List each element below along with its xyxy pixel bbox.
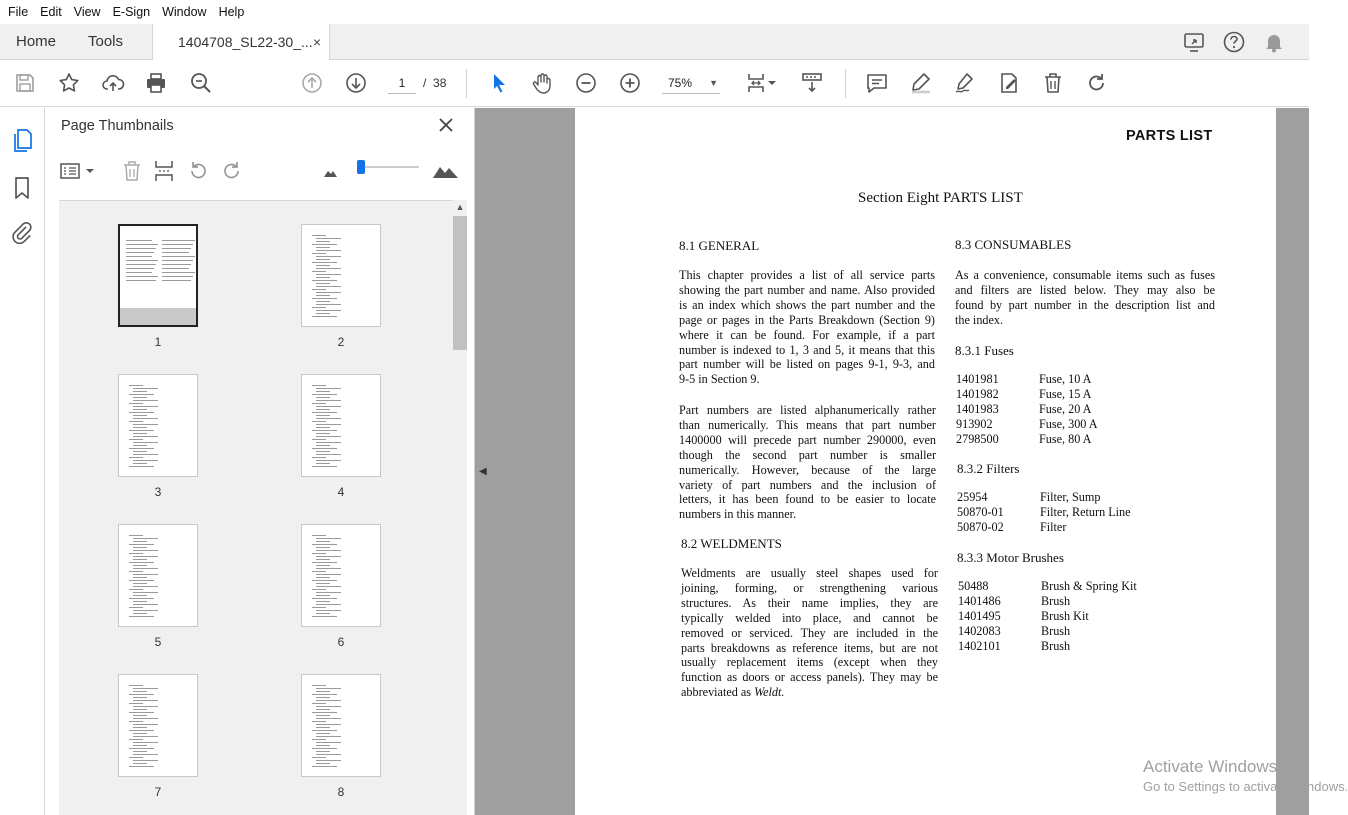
text-line: This chapter provides a list of all service parts — [679, 268, 935, 282]
chevron-down-icon: ▼ — [709, 78, 718, 88]
tab-bar — [0, 24, 1309, 60]
text-line: abbreviated as Weldt. — [681, 685, 785, 700]
section-title: Section Eight PARTS LIST — [858, 190, 1023, 206]
left-navigation-rail — [0, 108, 45, 815]
part-description: Filter, Return Line — [1040, 504, 1131, 519]
paragraph-weldments — [681, 566, 938, 700]
text-line: part number will be listed on pages 9-1, 9-3, and — [679, 357, 935, 372]
part-number: 50870-02 — [957, 519, 1004, 534]
fill-sign-icon[interactable] — [996, 70, 1022, 96]
page-thumbnail[interactable] — [118, 374, 198, 477]
thumbnails-list — [59, 200, 454, 815]
thumbnail-page-number: 3 — [154, 485, 162, 499]
search-zoom-icon[interactable] — [188, 70, 214, 96]
text-line: though the second part number is smaller — [679, 447, 936, 462]
text-line: and filters are listed below. They may also be — [955, 282, 1215, 297]
text-line: typically welded into place, and cannot be — [681, 610, 938, 625]
close-panel-icon[interactable] — [437, 116, 455, 134]
fit-dropdown-icon[interactable] — [766, 70, 778, 96]
text-line: where it can be found. For example, if a part — [679, 327, 935, 342]
thumbnail-size-slider-handle[interactable] — [357, 160, 365, 174]
part-description: Brush — [1041, 623, 1071, 638]
page-thumbnail[interactable] — [301, 224, 381, 327]
delete-page-icon[interactable] — [119, 158, 145, 184]
text-line: removed or serviced. They are included in the — [681, 625, 938, 640]
text-line: page or pages in the Parts Breakdown (Section 9) — [679, 312, 935, 327]
text-line: than numerically. This means that part number — [679, 417, 936, 432]
part-number: 1401982 — [956, 386, 999, 401]
part-number: 1401981 — [956, 372, 999, 386]
rotate-clockwise-icon[interactable] — [219, 158, 245, 184]
tab-document[interactable] — [152, 24, 330, 61]
comment-icon[interactable] — [864, 70, 890, 96]
part-description: Fuse, 10 A — [1039, 372, 1092, 386]
part-description: Fuse, 80 A — [1039, 431, 1092, 446]
part-description: Fuse, 20 A — [1039, 401, 1092, 416]
part-number: 1402101 — [958, 638, 1001, 653]
thumbnail-page-number: 5 — [154, 635, 162, 649]
document-tab-title: 1404708_SL22-30_... — [178, 34, 313, 50]
part-number: 1401486 — [958, 593, 1001, 608]
text-line: letters, it has been found to be easier to locate — [679, 492, 936, 507]
scrollbar-thumb[interactable] — [453, 216, 467, 350]
menu-help[interactable]: Help — [218, 5, 245, 19]
draw-sign-icon[interactable] — [952, 70, 978, 96]
text-line: number is indexed to 1, 3 and 5, it means that this — [679, 342, 935, 357]
part-description: Fuse, 15 A — [1039, 386, 1092, 401]
thumbnail-page-number: 7 — [154, 785, 162, 799]
part-number: 1401495 — [958, 608, 1001, 623]
text-line: joining, forming, or strengthening various — [681, 580, 938, 595]
print-icon[interactable] — [143, 70, 169, 96]
upload-cloud-icon[interactable] — [100, 70, 126, 96]
paragraph-general-2 — [679, 403, 936, 522]
menu-window[interactable]: Window — [162, 5, 207, 19]
part-description: Filter — [1040, 519, 1067, 534]
text-line: function as doors or access panels). They may be — [681, 670, 938, 685]
part-number: 913902 — [956, 416, 993, 431]
thumbnail-options-icon[interactable] — [59, 158, 97, 184]
page-thumbnails-panel — [45, 108, 475, 815]
page-thumbnail[interactable] — [301, 524, 381, 627]
part-description: Brush — [1041, 593, 1071, 608]
part-number: 50488 — [958, 579, 989, 593]
paragraph-general-1 — [679, 268, 935, 387]
part-number: 50870-01 — [957, 504, 1004, 519]
heading-weldments: 8.2 WELDMENTS — [681, 536, 782, 551]
tab-home[interactable]: Home — [16, 33, 57, 50]
panel-title: Page Thumbnails — [61, 118, 174, 134]
page-thumbnail[interactable] — [301, 374, 381, 477]
text-line: showing the part number and name. Also provided — [679, 282, 935, 297]
select-cursor-icon[interactable] — [486, 70, 512, 96]
heading-fuses: 8.3.1 Fuses — [955, 343, 1014, 358]
hand-tool-icon[interactable] — [529, 70, 555, 96]
attachments-paperclip-icon[interactable] — [10, 220, 34, 246]
zoom-out-icon[interactable] — [573, 70, 599, 96]
bookmarks-icon[interactable] — [10, 175, 34, 201]
text-line: 1400000 will precede part number 290000, even — [679, 432, 936, 447]
bookmark-star-icon[interactable] — [56, 70, 82, 96]
share-screen-icon[interactable] — [1181, 29, 1207, 55]
heading-filters: 8.3.2 Filters — [957, 461, 1020, 476]
thumbnail-page-number: 1 — [154, 335, 162, 349]
menu-edit[interactable]: Edit — [40, 5, 62, 19]
menu-view[interactable]: View — [73, 5, 101, 19]
page-thumbnail[interactable] — [301, 674, 381, 777]
text-line: found by part number in the description list and — [955, 297, 1215, 312]
rotate-counterclockwise-icon[interactable] — [185, 158, 211, 184]
text-line: Weldments are usually steel shapes used for — [681, 566, 938, 580]
small-thumbnails-icon[interactable] — [319, 158, 345, 184]
part-number: 2798500 — [956, 431, 999, 446]
highlight-pen-icon[interactable] — [908, 70, 934, 96]
pdf-page — [575, 108, 1276, 815]
text-line: variety of part numbers and the inclusion of — [679, 477, 936, 492]
thumbnail-toolbar — [45, 152, 475, 190]
heading-motor-brushes: 8.3.3 Motor Brushes — [957, 550, 1064, 565]
text-line: 9-5 in Section 9. — [679, 372, 760, 387]
scroll-mode-icon[interactable] — [799, 70, 825, 96]
part-description: Brush — [1041, 638, 1071, 653]
page-thumbnail[interactable] — [118, 524, 198, 627]
part-number: 1401983 — [956, 401, 999, 416]
previous-page-icon[interactable] — [299, 70, 325, 96]
delete-trash-icon[interactable] — [1040, 70, 1066, 96]
text-line: numbers in this manner. — [679, 507, 797, 522]
main-toolbar — [0, 60, 1309, 107]
page-header: PARTS LIST — [1126, 128, 1213, 144]
collapse-panel-icon[interactable]: ◀ — [479, 466, 487, 477]
part-description: Fuse, 300 A — [1039, 416, 1098, 431]
page-thumbnails-icon[interactable] — [10, 128, 34, 154]
large-thumbnails-icon[interactable] — [431, 158, 461, 184]
zoom-in-icon[interactable] — [617, 70, 643, 96]
tab-tools[interactable]: Tools — [88, 33, 124, 50]
scroll-up-icon[interactable]: ▲ — [455, 202, 465, 212]
notifications-bell-icon[interactable] — [1261, 29, 1287, 55]
thumbnail-page-number: 4 — [337, 485, 345, 499]
next-page-icon[interactable] — [343, 70, 369, 96]
thumbnail-page-number: 2 — [337, 335, 345, 349]
part-description: Brush & Spring Kit — [1041, 579, 1137, 593]
thumbnail-size-slider-track[interactable] — [357, 166, 419, 168]
thumbnail-page-number: 8 — [337, 785, 345, 799]
text-line: structures. As their name implies, they are — [681, 595, 938, 610]
activate-windows-watermark: Activate Windows Go to Settings to activate Windows. — [1143, 757, 1348, 794]
page-total: / 38 — [423, 76, 447, 90]
thumbnail-page-number: 6 — [337, 635, 345, 649]
rotate-icon[interactable] — [1084, 70, 1110, 96]
text-line: the index. — [955, 312, 1004, 327]
close-tab-icon[interactable]: × — [312, 34, 321, 50]
menu-file[interactable]: File — [8, 5, 29, 19]
page-thumbnail[interactable] — [118, 674, 198, 777]
zoom-level-select[interactable]: 75% ▼ — [662, 72, 720, 94]
menu-esign[interactable]: E-Sign — [112, 5, 151, 19]
heading-general: 8.1 GENERAL — [679, 238, 760, 253]
page-thumbnail[interactable] — [118, 224, 198, 327]
part-description: Filter, Sump — [1040, 490, 1101, 504]
text-line: usually replacement items (except when they — [681, 655, 938, 670]
part-number: 1402083 — [958, 623, 1001, 638]
save-icon[interactable] — [12, 70, 38, 96]
part-description: Brush Kit — [1041, 608, 1089, 623]
insert-page-icon[interactable] — [151, 158, 177, 184]
part-number: 25954 — [957, 490, 988, 504]
text-line: As a convenience, consumable items such as fuses — [955, 268, 1215, 282]
help-icon[interactable] — [1221, 29, 1247, 55]
page-number-input[interactable]: 1 — [388, 72, 416, 94]
paragraph-consumables — [955, 268, 1215, 328]
heading-consumables: 8.3 CONSUMABLES — [955, 237, 1072, 252]
text-line: parts breakdowns as reference items, but are not — [681, 640, 938, 655]
text-line: numerically. However, because of the large — [679, 462, 936, 477]
menu-bar — [0, 0, 1309, 24]
text-line: is an index which shows the part number and the — [679, 297, 935, 312]
text-line: Part numbers are listed alphanumerically rather — [679, 403, 936, 417]
